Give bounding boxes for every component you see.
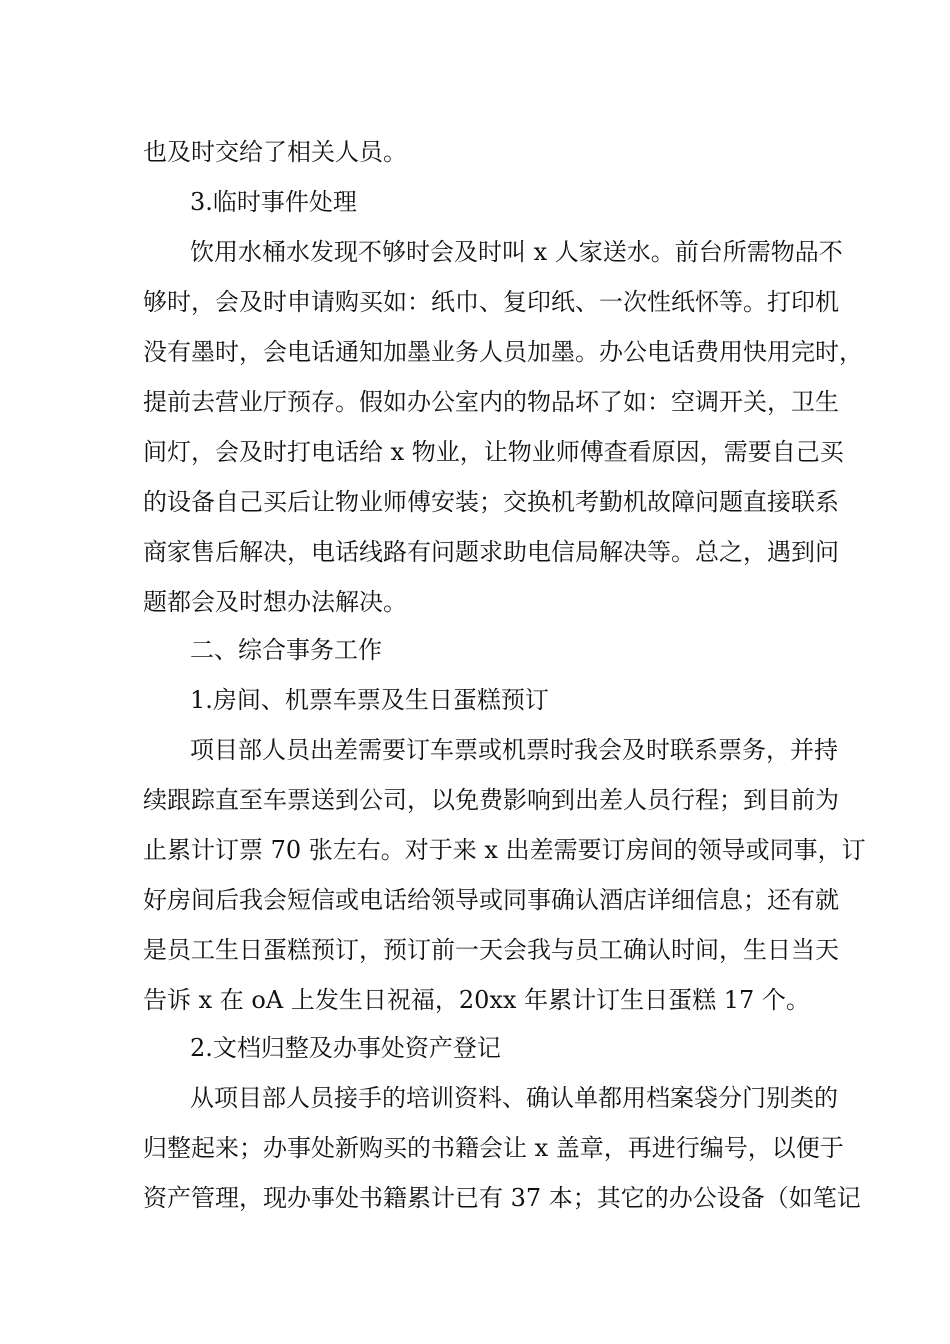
paragraph-line: 提前去营业厅预存。假如办公室内的物品坏了如：空调开关，卫生 — [143, 388, 839, 416]
paragraph-line: 项目部人员出差需要订车票或机票时我会及时联系票务，并持 — [190, 736, 838, 764]
paragraph-line: 商家售后解决，电话线路有问题求助电信局解决等。总之，遇到问 — [143, 538, 839, 566]
section-heading: 二、综合事务工作 — [190, 636, 382, 664]
section-heading: 3.临时事件处理 — [190, 188, 357, 216]
paragraph-line: 够时，会及时申请购买如：纸巾、复印纸、一次性纸怀等。打印机 — [143, 288, 839, 316]
paragraph-line: 续跟踪直至车票送到公司，以免费影响到出差人员行程；到目前为 — [143, 786, 839, 814]
paragraph-line: 好房间后我会短信或电话给领导或同事确认酒店详细信息；还有就 — [143, 886, 839, 914]
paragraph-line: 也及时交给了相关人员。 — [143, 138, 407, 166]
paragraph-line: 没有墨时，会电话通知加墨业务人员加墨。办公电话费用快用完时， — [143, 338, 863, 366]
paragraph-line: 止累计订票 70 张左右。对于来 x 出差需要订房间的领导或同事，订 — [143, 836, 866, 864]
paragraph-line: 题都会及时想办法解决。 — [143, 588, 407, 616]
paragraph-line: 饮用水桶水发现不够时会及时叫 x 人家送水。前台所需物品不 — [190, 238, 843, 266]
paragraph-line: 从项目部人员接手的培训资料、确认单都用档案袋分门别类的 — [190, 1084, 838, 1112]
paragraph-line: 是员工生日蛋糕预订，预订前一天会我与员工确认时间，生日当天 — [143, 936, 839, 964]
paragraph-line: 的设备自己买后让物业师傅安装；交换机考勤机故障问题直接联系 — [143, 488, 839, 516]
paragraph-line: 间灯，会及时打电话给 x 物业，让物业师傅查看原因，需要自己买 — [143, 438, 844, 466]
paragraph-line: 告诉 x 在 oA 上发生日祝福，20xx 年累计订生日蛋糕 17 个。 — [143, 986, 810, 1014]
paragraph-line: 资产管理，现办事处书籍累计已有 37 本；其它的办公设备（如笔记 — [143, 1184, 861, 1212]
subsection-heading: 1.房间、机票车票及生日蛋糕预订 — [190, 686, 549, 714]
paragraph-line: 归整起来；办事处新购买的书籍会让 x 盖章，再进行编号，以便于 — [143, 1134, 844, 1162]
subsection-heading: 2.文档归整及办事处资产登记 — [190, 1034, 501, 1062]
